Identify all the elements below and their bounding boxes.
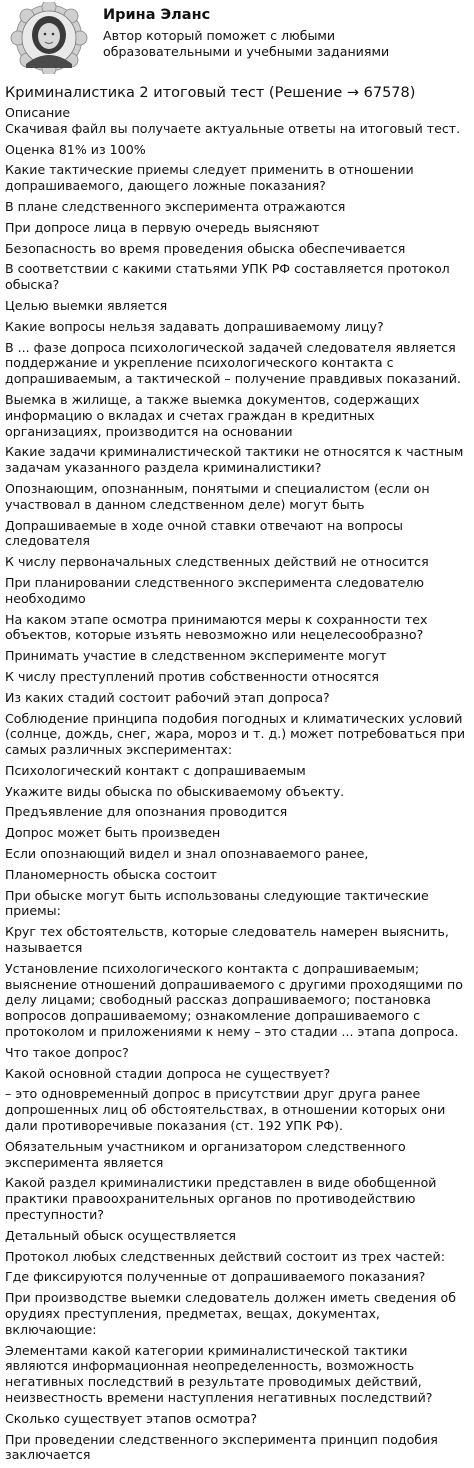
question-item: При планировании следственного эксперимента следователю необходимо: [5, 574, 425, 606]
question-item: Обязательным участником и организатором следственного эксперимента является: [5, 1138, 406, 1170]
question-item: Из каких стадий состоит рабочий этап допроса?: [5, 689, 330, 705]
author-avatar: [6, 2, 92, 74]
author-name[interactable]: Ирина Эланс: [103, 7, 211, 23]
question-item: Какой основной стадии допроса не существует?: [5, 1065, 331, 1081]
question-item: Сколько существует этапов осмотра?: [5, 1410, 257, 1426]
question-item: – это одновременный допрос в присутствии друг друга ранее допрошенных лиц об обстоятельствах, в отношении которых они дали противоречивые показания (ст. 192 УПК РФ).: [5, 1086, 446, 1134]
question-item: Где фиксируются полученные от допрашиваемого показания?: [5, 1269, 426, 1285]
question-item: Предъявление для опознания проводится: [5, 804, 288, 820]
question-item: При проведении следственного эксперимента принцип подобия заключается: [5, 1431, 438, 1463]
question-item: Протокол любых следственных действий состоит из трех частей:: [5, 1248, 445, 1264]
question-item: Опознающим, опознанным, понятыми и специалистом (если он участвовал в данном следственном деле) могут быть: [5, 480, 430, 512]
question-item: При обыске могут быть использованы следующие тактические приемы:: [5, 887, 429, 919]
question-item: В плане следственного эксперимента отражаются: [5, 198, 346, 214]
question-item: Целью выемки является: [5, 297, 168, 313]
author-tagline: Автор который поможет с любыми образовательными и учебными заданиями: [103, 28, 390, 59]
question-item: Установление психологического контакта с допрашиваемым; выяснение отношений допрашиваемого с другими проходящими по делу лицами; свободный рассказ допрашиваемого; постановка вопросов допрашиваемому; ознакомление допрашиваемого с протоколом и приложениями к нему – это стадии ... этапа допроса.: [5, 960, 463, 1040]
question-list: [5, 162, 469, 1463]
description-text: Скачивая файл вы получаете актуальные ответы на итоговый тест.: [5, 120, 461, 136]
question-item: Какие вопросы нельзя задавать допрашиваемому лицу?: [5, 318, 384, 334]
question-item: Если опознающий видел и знал опознаваемого ранее,: [5, 846, 369, 862]
question-item: К числу первоначальных следственных действий не относится: [5, 554, 429, 570]
question-item: Элементами какой категории криминалистической тактики являются информационная неопределенность, возможность негативных последствий в результате проводимых действий, неизвестность времени наступления негативных последствий?: [5, 1342, 433, 1405]
question-item: Допрос может быть произведен: [5, 825, 221, 841]
question-item: Укажите виды обыска по обыскиваемому объекту.: [5, 783, 345, 799]
author-header: [0, 0, 474, 75]
question-item: Какие тактические приемы следует применить в отношении допрашиваемого, дающего ложные показания?: [5, 162, 414, 194]
document-title: Криминалистика 2 итоговый тест (Решение → 67578): [5, 85, 416, 101]
question-item: Допрашиваемые в ходе очной ставки отвечают на вопросы следователя: [5, 517, 403, 549]
question-item: Планомерность обыска состоит: [5, 866, 217, 882]
question-item: Выемка в жилище, а также выемка документов, содержащих информацию о вкладах и счетах граждан в кредитных организациях, производится на основании: [5, 391, 420, 439]
question-item: Безопасность во время проведения обыска обеспечивается: [5, 240, 406, 256]
question-item: К числу преступлений против собственности относятся: [5, 668, 379, 684]
question-item: В соответствии с какими статьями УПК РФ составляется протокол обыска?: [5, 261, 450, 293]
rating-text: Оценка 81% из 100%: [5, 141, 146, 157]
question-item: При допросе лица в первую очередь выясняют: [5, 219, 320, 235]
question-item: Соблюдение принципа подобия погодных и климатических условий (солнце, дождь, снег, жара, мороз и т. д.) может потребоваться при самых различных экспериментах:: [5, 710, 466, 758]
question-item: Принимать участие в следственном эксперименте могут: [5, 648, 387, 664]
question-item: Какие задачи криминалистической тактики не относятся к частным задачам указанного раздела криминалистики?: [5, 444, 464, 476]
question-item: Психологический контакт с допрашиваемым: [5, 762, 306, 778]
document-body: [5, 84, 469, 1468]
description-label: Описание: [5, 105, 71, 120]
question-item: Что такое допрос?: [5, 1044, 129, 1060]
question-item: Детальный обыск осуществляется: [5, 1227, 237, 1243]
question-item: На каком этапе осмотра принимаются меры к сохранности тех объектов, которые изъять невозможно или нецелесообразно?: [5, 611, 428, 643]
question-item: Какой раздел криминалистики представлен в виде обобщенной практики правоохранительных органов по противодействию преступности?: [5, 1175, 437, 1223]
question-item: При производстве выемки следователь должен иметь сведения об орудиях преступления, предметах, вещах, документах, включающие:: [5, 1290, 456, 1337]
question-item: В ... фазе допроса психологической задачей следователя является поддержание и укрепление психологического контакта с допрашиваемым, а тактической – получение правдивых показаний.: [5, 339, 461, 387]
question-item: Круг тех обстоятельств, которые следователь намерен выяснить, называется: [5, 924, 449, 956]
